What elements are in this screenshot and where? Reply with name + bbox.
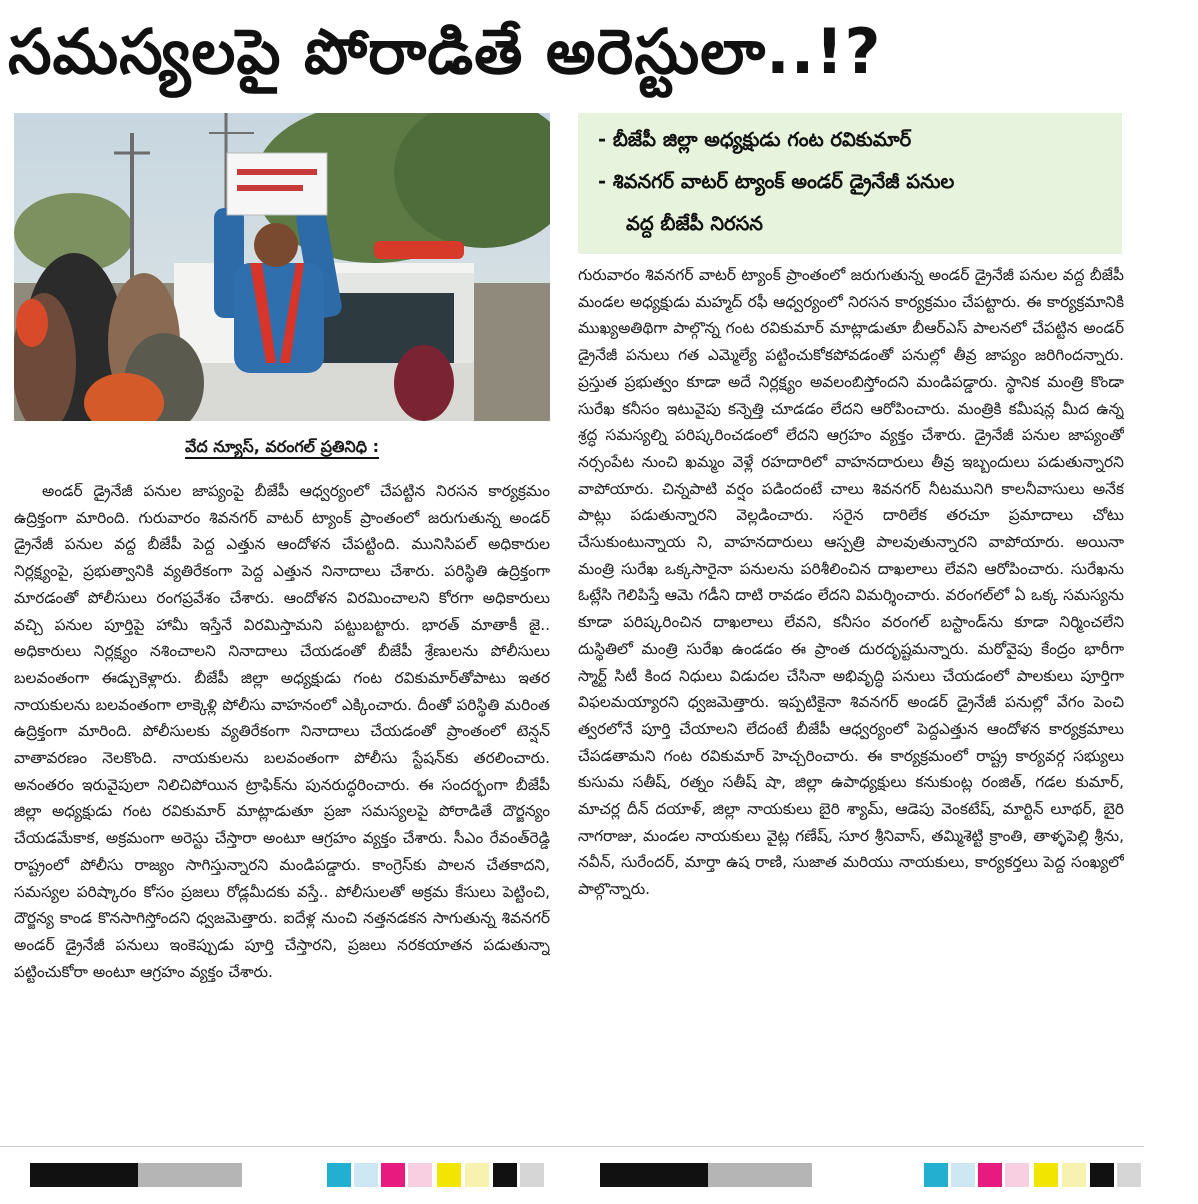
registration-gray-block <box>138 1163 242 1187</box>
registration-yellow-block <box>437 1163 461 1187</box>
bottom-rule <box>0 1146 1144 1147</box>
headline: సమస్యలపై పోరాడితే అరెస్టులా..!? <box>8 15 882 88</box>
registration-yellow-block <box>1034 1163 1058 1187</box>
registration-light-gray-block <box>520 1163 544 1187</box>
registration-light-magenta-block <box>1005 1163 1029 1187</box>
registration-magenta-block <box>381 1163 405 1187</box>
registration-light-yellow-block <box>1062 1163 1086 1187</box>
registration-light-yellow-block <box>465 1163 489 1187</box>
article-body-right <box>578 262 1124 1138</box>
registration-gray-block <box>708 1163 812 1187</box>
registration-key-block <box>493 1163 517 1187</box>
registration-cyan-block <box>924 1163 948 1187</box>
registration-black-block <box>30 1163 138 1187</box>
registration-light-gray-block <box>1117 1163 1141 1187</box>
registration-magenta-block <box>978 1163 1002 1187</box>
highlight-item: - శివనగర్ వాటర్ ట్యాంక్ అండర్ డ్రైనేజీ పనుల <box>598 170 955 193</box>
registration-light-cyan-block <box>354 1163 378 1187</box>
right-paragraph: గురువారం శివనగర్ వాటర్ ట్యాంక్ ప్రాంతంలో జరుగుతున్న అండర్ డ్రైనేజీ పనుల వద్ద బీజేపీ మండల అధ్యక్షుడు మహ్మద్ రఫీ ఆధ్వర్యంలో నిరసన కార్యక్రమం చేపట్టారు. ఈ కార్యక్రమానికి ముఖ్యఅతిథిగా పాల్గొన్న గంట రవికుమార్ మాట్లాడుతూ బీఆర్ఎస్ పాలనలో చేపట్టిన అండర్ డ్రైనేజీ పనులు గత ఎమ్మెల్యే పట్టించుకోకపోవడంతో పనుల్లో తీవ్ర జాప్యం జరిగిందన్నారు. ప్రస్తుత ప్రభుత్వం కూడా అదే నిర్లక్ష్యం అవలంబిస్తోందని మండిపడ్డారు. స్థానిక మంత్రి కొండా సురేఖ కనీసం ఇటువైపు కన్నెత్తి చూడడం లేదని ఆరోపించారు. మంత్రికి కమీషన్ల మీద ఉన్న శ్రద్ధ సమస్యల్ని పరిష్కరించడంలో లేదని ఆగ్రహం వ్యక్తం చేశారు. డ్రైనేజీ పనుల జాప్యంతో నర్సంపేట నుంచి ఖమ్మం వెళ్లే రహదారిలో వాహనదారులు తీవ్ర ఇబ్బందులు పడుతున్నారని వాపోయారు. చిన్నపాటి వర్షం పడిందంటే చాలు శివనగర్ నీటమునిగి కాలనీవాసులు అనేక పాట్లు పడుతున్నారని వెల్లడించారు. సరైన దారిలేక తరచూ ప్రమాదాలు చోటు చేసుకుంటున్నాయ ని, వాహనదారులు ఆస్పత్రి పాలవుతున్నారని వాపోయారు. అయినా మంత్రి సురేఖ ఒక్కసారైనా పనులను పరిశీలించిన దాఖలాలు లేవని ఆరోపించారు. సురేఖను ఓట్లేసి గెలిపిస్తే ఆమె గడీని దాటి రావడం లేదని విమర్శించారు. వరంగల్‌లో ఏ ఒక్క సమస్యను కూడా పరిష్కరించిన దాఖలాలు లేవని, కనీసం వరంగల్ బస్టాండ్‌ను కూడా నిర్మించలేని దుస్థితిలో మంత్రి సురేఖ ఉండడం ఈ ప్రాంత దురదృష్టమన్నారు. మరోవైపు కేంద్రం భారీగా స్మార్ట్ సిటీ కింద నిధులు విడుదల చేసినా అభివృద్ధి పనులు చేయడంలో పాలకులు పూర్తిగా విఫలమయ్యారని ధ్వజమెత్తారు. ఇప్పటికైనా శివనగర్ అండర్ డ్రైనేజీ పనుల్లో వేగం పెంచి త్వరలోనే పూర్తి చేయాలని లేదంటే బీజేపీ ఆధ్వర్యంలో పెద్దఎత్తున ఆందోళన కార్యక్రమాలు చేపడతామని గంట రవికుమార్ హెచ్చరించారు. ఈ కార్యక్రమంలో రాష్ట్ర కార్యవర్గ సభ్యులు కుసుమ సతీష్, రత్నం సతీష్ షా, జిల్లా ఉపాధ్యక్షులు కనుకుంట్ల రంజిత్, గడల కుమార్, మాచర్ల దీన్ దయాళ్, జిల్లా నాయకులు బైరి శ్యామ్, ఆడెపు వెంకటేష్, మార్టిన్ లూథర్, బైరి నాగరాజు, మండల నాయకులు వైట్ల గణేష్, సూర శ్రీనివాస్, తమ్మిశెట్టి క్రాంతి, తాళ్ళపెల్లి శ్రీను, నవీన్, సురేందర్, మార్తా ఉష రాణి, సుజాత మరియు నాయకులు, కార్యకర్తలు పెద్ద సంఖ్యలో పాల్గొన్నారు. <box>578 266 1124 899</box>
byline: వేద న్యూస్, వరంగల్ ప్రతినిధి : <box>14 432 550 462</box>
registration-light-cyan-block <box>951 1163 975 1187</box>
highlights-box <box>578 113 1122 254</box>
registration-key-block <box>1090 1163 1114 1187</box>
highlight-item: - బీజేపీ జిల్లా అధ్యక్షుడు గంట రవికుమార్ <box>598 128 912 151</box>
registration-cyan-block <box>327 1163 351 1187</box>
left-paragraph: అండర్ డ్రైనేజీ పనుల జాప్యంపై బీజేపీ ఆధ్వర్యంలో చేపట్టిన నిరసన కార్యక్రమం ఉద్రిక్తంగా మారింది. గురువారం శివనగర్ వాటర్ ట్యాంక్ ప్రాంతంలో జరుగుతున్న అండర్ డ్రైనేజీ పనుల వద్ద బీజేపీ పెద్ద ఎత్తున ఆందోళన చేపట్టింది. మునిసిపల్ అధికారుల నిర్లక్ష్యంపై, ప్రభుత్వానికి వ్యతిరేకంగా పెద్ద ఎత్తున నినాదాలు చేశారు. పరిస్థితి ఉద్రిక్తంగా మారడంతో పోలీసులు రంగప్రవేశం చేశారు. ఆందోళన విరమించాలని కోరగా అధికారులు వచ్చి పనుల పూర్తిపై హామీ ఇస్తేనే విరమిస్తామని పట్టుబట్టారు. భారత్ మాతాకీ జై.. అధికారులు నిర్లక్ష్యం నశించాలని నినాదాలు చేయడంతో బీజేపీ శ్రేణులను పోలీసులు బలవంతంగా ఈడ్చుకెళ్లారు. బీజేపీ జిల్లా అధ్యక్షుడు గంట రవికుమార్‌తోపాటు ఇతర నాయకులను బలవంతంగా లాక్కెళ్లి పోలీసు వాహనంలో ఎక్కించారు. దీంతో పరిస్థితి మరింత ఉద్రిక్తంగా మారింది. పోలీసులకు వ్యతిరేకంగా నినాదాలు చేయడంతో ప్రాంతంలో టెన్షన్ వాతావరణం నెలకొంది. నాయకులను బలవంతంగా పోలీసు స్టేషన్‌కు తరలించారు. అనంతరం ఇరువైపులా నిలిచిపోయిన ట్రాఫిక్‌ను పునరుద్ధరించారు. ఈ సందర్భంగా బీజేపీ జిల్లా అధ్యక్షుడు గంట రవికుమార్ మాట్లాడుతూ ప్రజా సమస్యలపై పోరాడితే దౌర్జన్యం చేయడమేకాక, అక్రమంగా అరెస్టు చేస్తారా అంటూ ఆగ్రహం వ్యక్తం చేశారు. సీఎం రేవంత్‌రెడ్డి రాష్ట్రంలో పోలీసు రాజ్యం సాగిస్తున్నారని మండిపడ్డారు. కాంగ్రెస్‌కు పాలన చేతకాదని, సమస్యల పరిష్కారం కోసం ప్రజలు రోడ్లమీదకు వస్తే.. పోలీసులతో అక్రమ కేసులు పెట్టించి, దౌర్జన్య కాండ కొనసాగిస్తోందని ధ్వజమెత్తారు. ఐదేళ్ల నుంచి నత్తనడకన సాగుతున్న శివనగర్ అండర్ డ్రైనేజీ పనులు ఇంకెప్పుడు పూర్తి చేస్తారని, ప్రజలు నరకయాతన పడుతున్నా పట్టించుకోరా అంటూ ఆగ్రహం వ్యక్తం చేశారు. <box>14 482 550 981</box>
highlight-item: వద్ద బీజేపీ నిరసన <box>626 212 763 235</box>
registration-light-magenta-block <box>408 1163 432 1187</box>
article-body-left <box>14 478 550 1128</box>
registration-black-block <box>600 1163 708 1187</box>
news-photo <box>14 113 550 421</box>
